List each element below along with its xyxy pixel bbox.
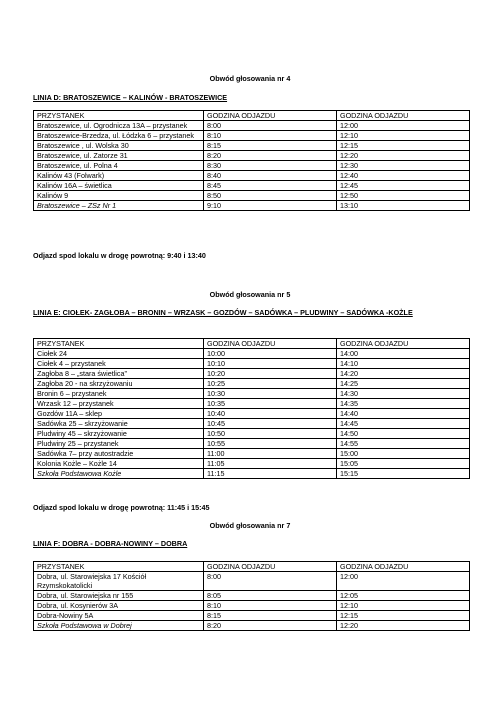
table-row <box>34 459 470 469</box>
table-row <box>34 191 470 201</box>
departure-time-cell: 12:10 <box>337 601 470 611</box>
departure-time-cell: 8:30 <box>204 161 337 171</box>
stop-name-cell: Pludwiny 25 – przystanek <box>34 439 204 449</box>
stop-name-cell: Sadówka 25 – skrzyżowanie <box>34 419 204 429</box>
departure-time-cell: 12:05 <box>337 591 470 601</box>
departure-time-cell: 12:45 <box>337 181 470 191</box>
departure-time-cell: 8:20 <box>204 151 337 161</box>
column-header: GODZINA ODJAZDU <box>204 562 337 572</box>
table-row <box>34 181 470 191</box>
departure-time-cell: 10:45 <box>204 419 337 429</box>
departure-time-cell: 12:50 <box>337 191 470 201</box>
column-header: GODZINA ODJAZDU <box>204 111 337 121</box>
departure-time-cell: 8:40 <box>204 171 337 181</box>
table-row <box>34 572 470 591</box>
table-row <box>34 161 470 171</box>
table-row <box>34 591 470 601</box>
departure-time-cell: 8:10 <box>204 601 337 611</box>
column-header: GODZINA ODJAZDU <box>337 339 470 349</box>
table-row <box>34 171 470 181</box>
return-note: Odjazd spod lokalu w drogę powrotną: 11:45 i 15:45 <box>33 503 210 512</box>
stop-name-cell: Bratoszewice, ul. Polna 4 <box>34 161 204 171</box>
departure-time-cell: 10:50 <box>204 429 337 439</box>
departure-time-cell: 10:25 <box>204 379 337 389</box>
departure-time-cell: 15:05 <box>337 459 470 469</box>
departure-time-cell: 10:30 <box>204 389 337 399</box>
schedule-table <box>33 110 470 211</box>
stop-name-cell: Dobra, ul. Starowiejska nr 155 <box>34 591 204 601</box>
departure-time-cell: 12:15 <box>337 611 470 621</box>
table-row <box>34 379 470 389</box>
column-header: PRZYSTANEK <box>34 339 204 349</box>
schedule-table <box>33 338 470 479</box>
departure-time-cell: 14:10 <box>337 359 470 369</box>
return-note: Odjazd spod lokalu w drogę powrotną: 9:40 i 13:40 <box>33 251 206 260</box>
departure-time-cell: 12:15 <box>337 141 470 151</box>
table-row <box>34 429 470 439</box>
stop-name-cell: Szkoła Podstawowa w Dobrej <box>34 621 204 631</box>
departure-time-cell: 9:10 <box>204 201 337 211</box>
line-title: LINIA F: DOBRA - DOBRA-NOWINY – DOBRA <box>33 539 188 548</box>
departure-time-cell: 10:10 <box>204 359 337 369</box>
departure-time-cell: 14:00 <box>337 349 470 359</box>
stop-name-cell: Wrzask 12 – przystanek <box>34 399 204 409</box>
stop-name-cell: Bratoszewice, ul. Ogrodnicza 13A – przystanek <box>34 121 204 131</box>
schedule-table <box>33 561 470 631</box>
departure-time-cell: 11:05 <box>204 459 337 469</box>
stop-name-cell: Ciołek 4 – przystanek <box>34 359 204 369</box>
stop-name-cell: Bronin 6 – przystanek <box>34 389 204 399</box>
departure-time-cell: 12:00 <box>337 572 470 591</box>
stop-name-cell: Dobra-Nowiny 5A <box>34 611 204 621</box>
stop-name-cell: Dobra, ul. Kosynierów 3A <box>34 601 204 611</box>
departure-time-cell: 8:10 <box>204 131 337 141</box>
departure-time-cell: 12:30 <box>337 161 470 171</box>
column-header: PRZYSTANEK <box>34 562 204 572</box>
departure-time-cell: 10:55 <box>204 439 337 449</box>
stop-name-cell: Bratoszewice – ZSz Nr 1 <box>34 201 204 211</box>
departure-time-cell: 10:20 <box>204 369 337 379</box>
departure-time-cell: 10:35 <box>204 399 337 409</box>
section-title: Obwód głosowania nr 7 <box>209 521 291 530</box>
table-row <box>34 611 470 621</box>
stop-name-cell: Pludwiny 45 – skrzyżowanie <box>34 429 204 439</box>
section-title: Obwód głosowania nr 5 <box>209 290 291 299</box>
stop-name-cell: Bratoszewice-Brzedza, ul. Łódzka 6 – przystanek <box>34 131 204 141</box>
stop-name-cell: Kalinów 9 <box>34 191 204 201</box>
table-row <box>34 201 470 211</box>
departure-time-cell: 12:00 <box>337 121 470 131</box>
table-row <box>34 469 470 479</box>
departure-time-cell: 8:20 <box>204 621 337 631</box>
table-header-row <box>34 111 470 121</box>
departure-time-cell: 15:15 <box>337 469 470 479</box>
column-header: GODZINA ODJAZDU <box>337 562 470 572</box>
stop-name-cell: Zagłoba 20 - na skrzyżowaniu <box>34 379 204 389</box>
table-row <box>34 449 470 459</box>
table-row <box>34 359 470 369</box>
departure-time-cell: 14:30 <box>337 389 470 399</box>
departure-time-cell: 10:40 <box>204 409 337 419</box>
stop-name-cell: Ciołek 24 <box>34 349 204 359</box>
section-title: Obwód głosowania nr 4 <box>209 74 291 83</box>
stop-name-cell: Kalinów 43 (Folwark) <box>34 171 204 181</box>
stop-name-cell: Kalinów 16A – świetlica <box>34 181 204 191</box>
column-header: GODZINA ODJAZDU <box>337 111 470 121</box>
table-row <box>34 141 470 151</box>
stop-name-cell: Bratoszewice , ul. Wolska 30 <box>34 141 204 151</box>
departure-time-cell: 8:00 <box>204 572 337 591</box>
departure-time-cell: 11:00 <box>204 449 337 459</box>
departure-time-cell: 12:10 <box>337 131 470 141</box>
departure-time-cell: 14:55 <box>337 439 470 449</box>
table-row <box>34 621 470 631</box>
departure-time-cell: 8:45 <box>204 181 337 191</box>
table-row <box>34 369 470 379</box>
departure-time-cell: 8:15 <box>204 141 337 151</box>
line-title: LINIA D: BRATOSZEWICE – KALINÓW - BRATOSZEWICE <box>33 93 228 102</box>
departure-time-cell: 12:40 <box>337 171 470 181</box>
table-row <box>34 439 470 449</box>
line-title: LINIA E: CIOŁEK- ZAGŁOBA – BRONIN – WRZASK – GOZDÓW – SADÓWKA – PLUDWINY – SADÓWKA -KOŻLE <box>33 308 413 317</box>
table-row <box>34 349 470 359</box>
table-row <box>34 419 470 429</box>
table-row <box>34 601 470 611</box>
departure-time-cell: 12:20 <box>337 151 470 161</box>
departure-time-cell: 13:10 <box>337 201 470 211</box>
table-row <box>34 399 470 409</box>
table-header-row <box>34 339 470 349</box>
departure-time-cell: 14:25 <box>337 379 470 389</box>
departure-time-cell: 8:00 <box>204 121 337 131</box>
column-header: PRZYSTANEK <box>34 111 204 121</box>
departure-time-cell: 15:00 <box>337 449 470 459</box>
table-row <box>34 409 470 419</box>
stop-name-cell: Bratoszewice, ul. Zatorze 31 <box>34 151 204 161</box>
departure-time-cell: 14:50 <box>337 429 470 439</box>
departure-time-cell: 8:05 <box>204 591 337 601</box>
departure-time-cell: 14:45 <box>337 419 470 429</box>
table-row <box>34 131 470 141</box>
table-header-row <box>34 562 470 572</box>
stop-name-cell: Gozdów 11A – sklep <box>34 409 204 419</box>
table-row <box>34 389 470 399</box>
table-row <box>34 151 470 161</box>
stop-name-cell: Szkoła Podstawowa Kożle <box>34 469 204 479</box>
column-header: GODZINA ODJAZDU <box>204 339 337 349</box>
departure-time-cell: 8:15 <box>204 611 337 621</box>
departure-time-cell: 14:35 <box>337 399 470 409</box>
departure-time-cell: 12:20 <box>337 621 470 631</box>
table-row <box>34 121 470 131</box>
stop-name-cell: Zagłoba 8 – „stara świetlica” <box>34 369 204 379</box>
departure-time-cell: 14:40 <box>337 409 470 419</box>
stop-name-cell: Sadówka 7– przy autostradzie <box>34 449 204 459</box>
departure-time-cell: 8:50 <box>204 191 337 201</box>
stop-name-cell: Dobra, ul. Starowiejska 17 Kościół Rzymskokatolicki <box>34 572 204 591</box>
departure-time-cell: 11:15 <box>204 469 337 479</box>
departure-time-cell: 14:20 <box>337 369 470 379</box>
stop-name-cell: Kolonia Kożle – Kożle 14 <box>34 459 204 469</box>
departure-time-cell: 10:00 <box>204 349 337 359</box>
